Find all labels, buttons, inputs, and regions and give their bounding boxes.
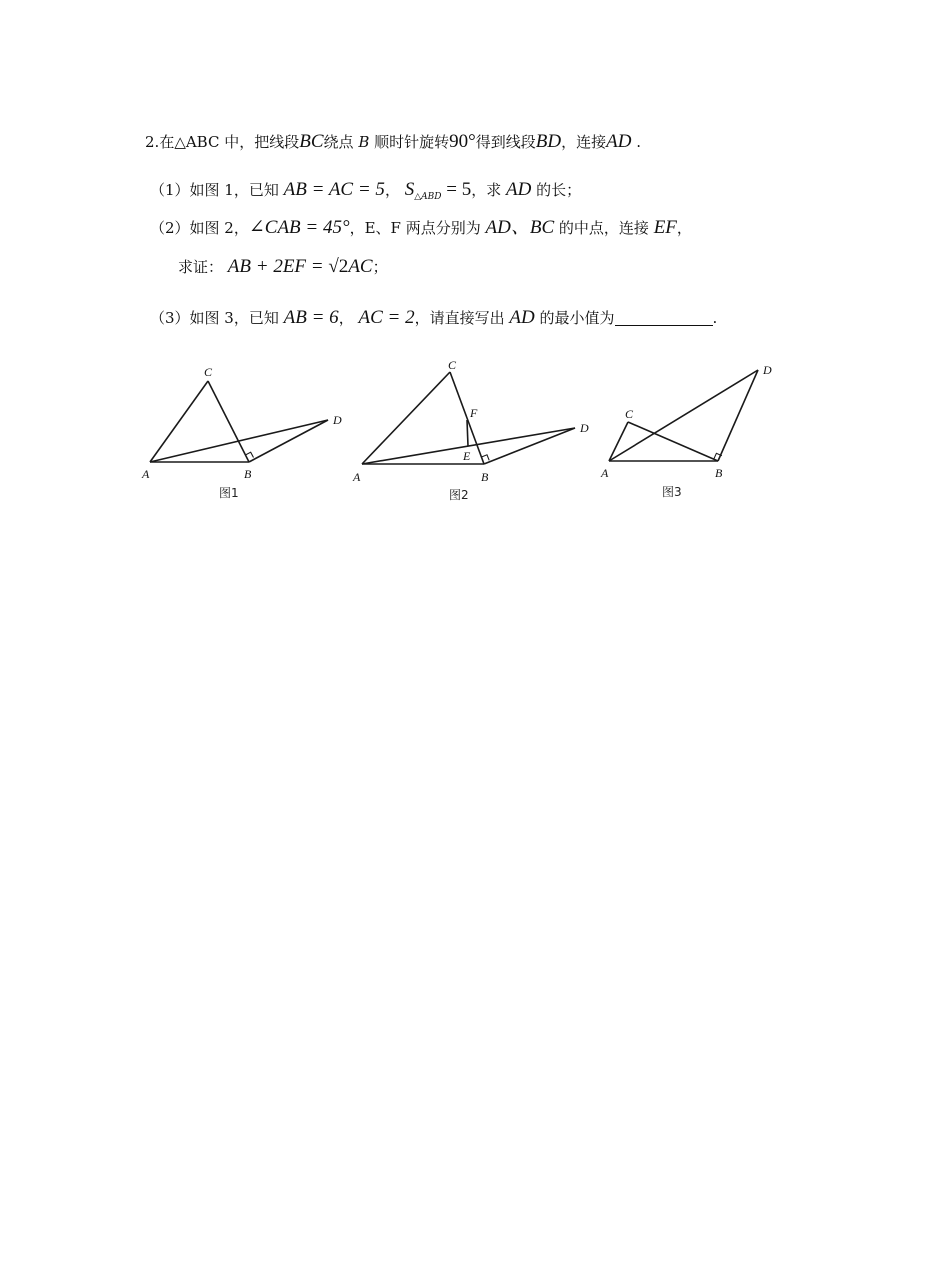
prove-left: AB + 2EF = [227,256,329,277]
area-symbol: S [404,179,415,200]
part-2-ef: EF [653,217,677,238]
part-3-ask-end: 的最小值为 [539,309,615,327]
fig1-segment-ad [150,420,328,462]
part-3-label: （3）如图 3，已知 [150,309,279,327]
part-2-segs: AD、BC [485,217,555,238]
intro-text-a: 在△ABC 中，把线段 [159,133,300,151]
figure-2-caption: 图2 [449,488,469,502]
intro-period: . [636,133,641,151]
part-3-period: . [712,309,718,327]
point-b: B [358,133,370,151]
intro-text-c: 顺时针旋转 [374,133,450,151]
fig1-segment-cb [208,381,249,462]
fig2-segment-ac [362,372,450,464]
part-3-comma: ， [338,309,354,327]
part-2-mid2: 的中点，连接 [558,219,649,237]
intro-text-d: 得到线段 [475,133,536,151]
fig1-label-a: A [142,467,150,481]
part-1-ask-seg: AD [506,179,532,200]
part-3-ad: AD [509,307,535,328]
segment-bc: BC [299,131,324,152]
fig3-label-d: D [763,363,772,377]
part-1-label: （1）如图 1，已知 [150,181,279,199]
fig1-label-d: D [333,413,342,427]
fig3-label-c: C [625,407,634,421]
segment-ad: AD [606,131,632,152]
figure-1-caption: 图1 [219,486,239,500]
part-1-given: AB = AC = 5 [283,179,385,200]
part-2-mid: ，E、F 两点分别为 [349,219,481,237]
part-3-ask: ，请直接写出 [414,309,505,327]
intro-text-e: ，连接 [561,133,607,151]
area-value: = 5 [441,179,472,200]
segment-bd: BD [535,131,562,152]
figure-1 [0,0,949,520]
part-1-ask: ，求 [471,181,502,199]
fig3-label-b: B [715,466,723,480]
angle-90: 90° [449,131,476,152]
fig2-label-a: A [353,470,361,484]
part-2-end: ， [676,219,692,237]
fig2-segment-ef [467,420,468,446]
figure-3-caption: 图3 [662,485,682,499]
fig2-label-e: E [463,449,471,463]
part-1-sep: ， [384,181,400,199]
fig1-segment-bd [249,420,328,462]
fig1-label-c: C [204,365,213,379]
prove-sqrt: √2 [328,256,349,277]
part-3-ac: AC = 2 [358,307,415,328]
area-subscript: △ABD [414,192,442,202]
fig2-label-c: C [448,358,457,372]
fig2-segment-bd [484,428,575,464]
fig2-label-b: B [481,470,489,484]
fig1-label-b: B [244,467,252,481]
prove-end: ； [372,258,388,276]
intro-text-b: 绕点 [323,133,354,151]
fig2-label-d: D [580,421,589,435]
part-1-ask-end: 的长； [536,181,582,199]
prove-right: AC [348,256,373,277]
fig3-segment-bd [718,370,758,461]
problem-number: 2. [145,133,160,151]
fig2-label-f: F [470,406,478,420]
fig3-label-a: A [601,466,609,480]
part-2-angle: ∠CAB = 45° [248,217,350,238]
part-3-ab: AB = 6 [283,307,339,328]
prove-label: 求证： [178,258,224,276]
part-2-label: （2）如图 2， [150,219,249,237]
